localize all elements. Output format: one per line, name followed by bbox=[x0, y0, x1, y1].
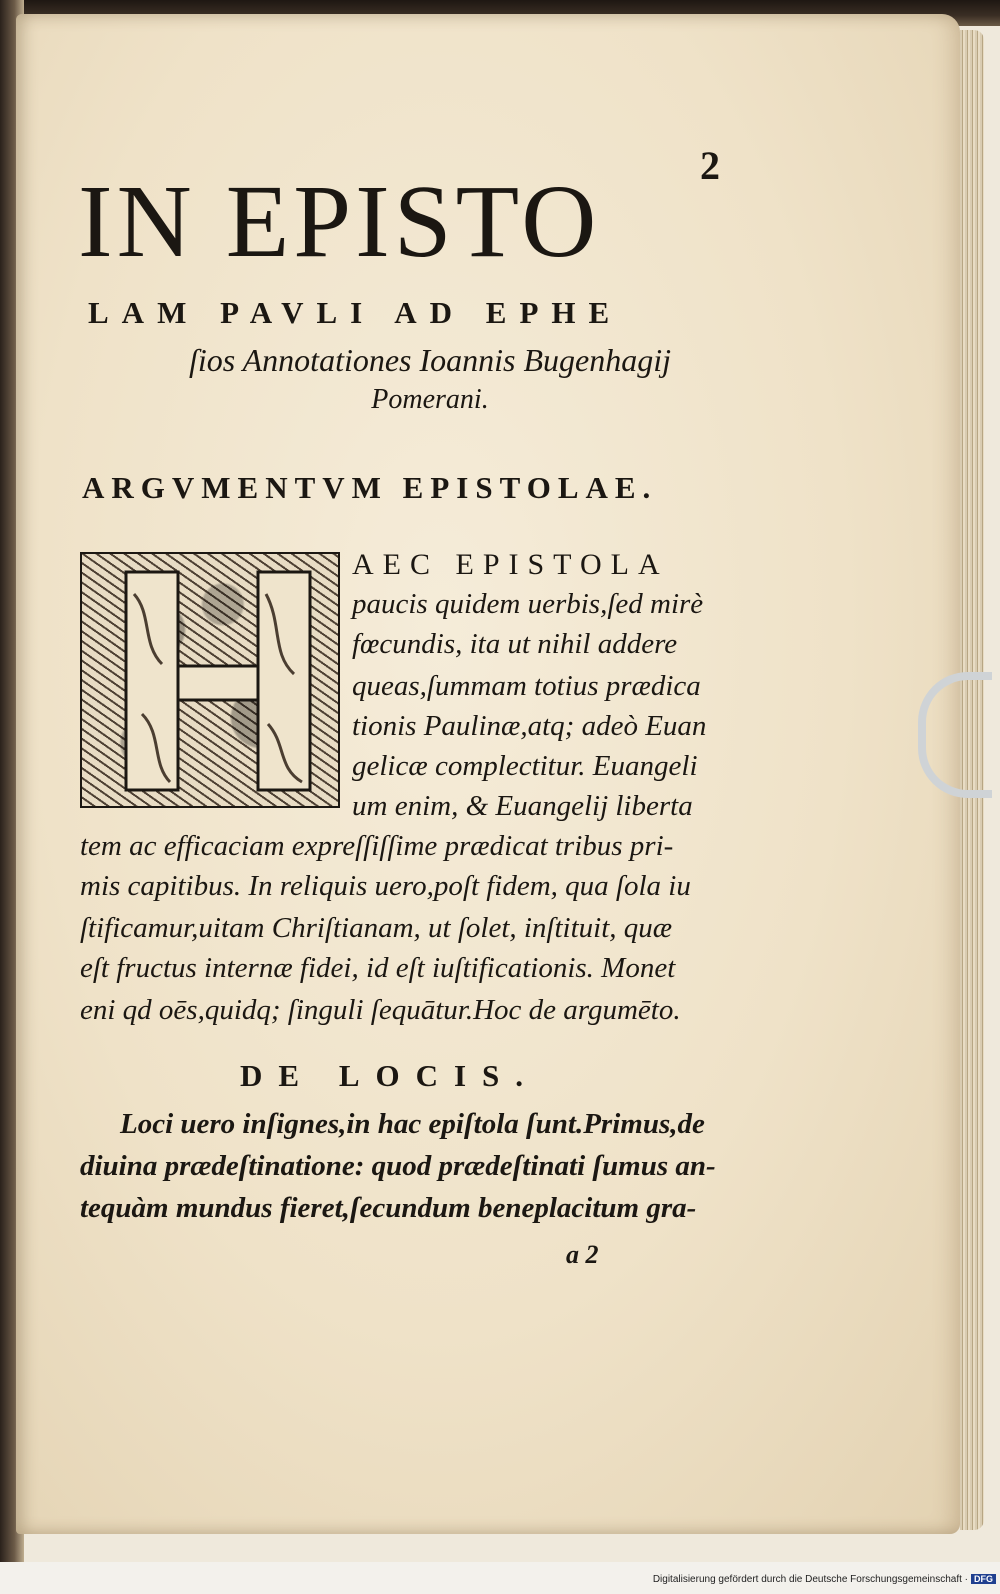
argument-heading: ARGVMENTVM EPISTOLAE. bbox=[82, 470, 658, 505]
argument-line: gelicæ complectitur. Euangeli bbox=[352, 750, 698, 782]
loci-line: Loci uero inſignes,in hac epiſtola ſunt.Primus,de bbox=[120, 1108, 705, 1140]
argument-line: paucis quidem uerbis,ſed mirè bbox=[352, 588, 704, 620]
loci-line: tequàm mundus fieret,ſecundum beneplacitum gra- bbox=[80, 1192, 697, 1224]
credit-text: Digitalisierung gefördert durch die Deutsche Forschungsgemeinschaft · bbox=[652, 1574, 968, 1585]
argument-line: mis capitibus. In reliquis uero,poſt fidem, qua ſola iu bbox=[80, 870, 691, 902]
argument-line: queas,ſummam totius prædica bbox=[352, 670, 701, 702]
clasp-ring bbox=[918, 672, 992, 798]
decorated-initial-h bbox=[80, 552, 340, 808]
dfg-logo-icon: DFG bbox=[971, 1574, 996, 1584]
argument-line: fœcundis, ita ut nihil addere bbox=[352, 628, 678, 660]
argument-line: AEC EPISTOLA bbox=[352, 548, 669, 581]
folio-number: 2 bbox=[700, 143, 720, 188]
argument-line: um enim, & Euangelij liberta bbox=[352, 790, 693, 822]
argument-line: eſt fructus internæ fidei, id eſt iuſtificationis. Monet bbox=[80, 952, 676, 984]
argument-line: tionis Paulinæ,atq; adeò Euan bbox=[352, 710, 707, 742]
title-line-4: Pomerani. bbox=[371, 384, 489, 415]
digitization-credit bbox=[653, 1574, 996, 1585]
argument-line: ſtificamur,uitam Chriſtianam, ut ſolet, inſtituit, quæ bbox=[80, 912, 673, 944]
argument-line: tem ac efficaciam expreſſiſſime prædicat tribus pri- bbox=[80, 830, 674, 862]
title-line-2: LAM PAVLI AD EPHE bbox=[88, 295, 623, 330]
signature-mark: a 2 bbox=[566, 1240, 599, 1269]
title-line-3: ſios Annotationes Ioannis Bugenhagij bbox=[188, 342, 672, 378]
initial-letter-h-icon bbox=[82, 554, 338, 806]
loci-line: diuina prædeſtinatione: quod prædeſtinati ſumus an- bbox=[80, 1150, 716, 1182]
loci-heading: DE LOCIS. bbox=[240, 1058, 540, 1093]
argument-line: eni qd oēs,quidq; ſinguli ſequātur.Hoc de argumēto. bbox=[80, 994, 681, 1026]
title-line-1: IN EPISTO bbox=[78, 164, 601, 279]
